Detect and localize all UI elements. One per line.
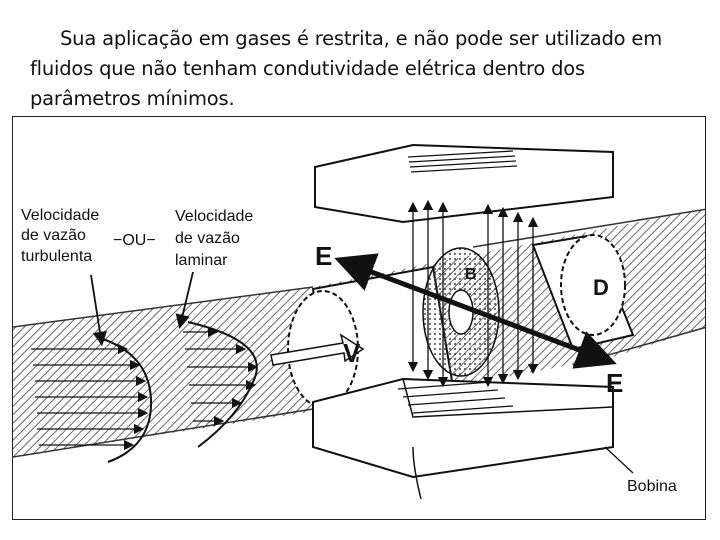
coil-pointer	[605, 447, 633, 473]
coil-top	[315, 145, 613, 222]
electrode-letter-left: E	[315, 241, 333, 271]
diameter-letter: D	[593, 275, 609, 300]
turbulent-label-line-3: turbulenta	[21, 248, 93, 265]
velocity-letter: V	[343, 338, 361, 368]
or-label: −OU−	[113, 232, 156, 249]
electrode-letter-right: E	[606, 368, 624, 398]
laminar-label-line-2: de vazão	[175, 230, 240, 247]
turbulent-label-line-1: Velocidade	[21, 207, 100, 224]
turbulent-label-line-2: de vazão	[21, 227, 86, 244]
coil-label: Bobina	[627, 478, 677, 495]
laminar-label-line-3: laminar	[175, 252, 228, 269]
laminar-label-line-1: Velocidade	[175, 208, 254, 225]
flowmeter-illustration	[13, 117, 706, 520]
field-letter: B	[465, 266, 477, 283]
coil-bottom	[313, 379, 613, 499]
body-paragraph: Sua aplicação em gases é restrita, e não pode ser utilizado em fluidos que não tenham condutividade elétrica dentro dos parâmetros mínimos.	[30, 27, 662, 110]
flowmeter-diagram	[12, 116, 706, 520]
